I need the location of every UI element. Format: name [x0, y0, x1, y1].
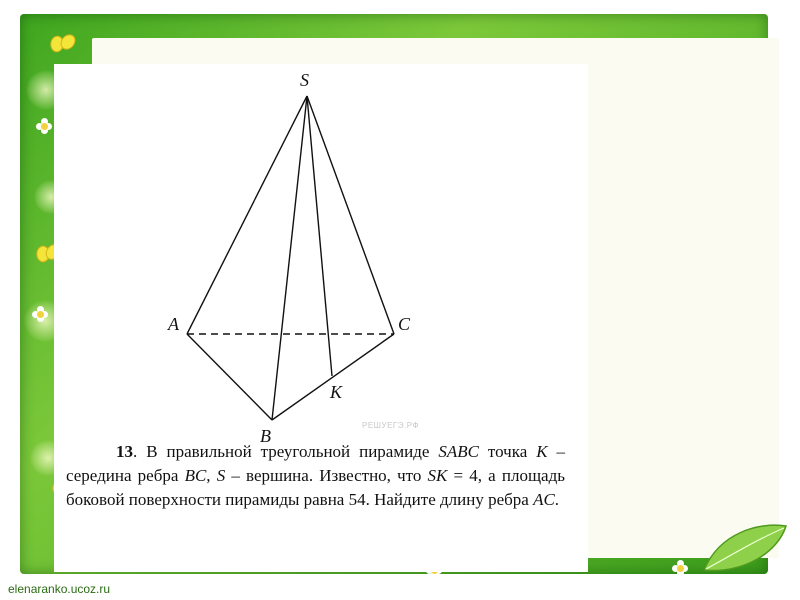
- pyramid-figure: [54, 64, 588, 444]
- problem-number: 13: [116, 442, 133, 461]
- edge-sc: [307, 96, 394, 334]
- butterfly-icon: [50, 34, 76, 56]
- edge-sa: [187, 96, 307, 334]
- problem-text-part: – вершина. Известно, что: [225, 466, 428, 485]
- problem-text-part: точка: [478, 442, 537, 461]
- flower-icon: [672, 560, 688, 576]
- vertex-s: S: [216, 466, 226, 485]
- label-b: B: [260, 426, 271, 444]
- label-c: C: [398, 314, 411, 334]
- problem-text-part: .: [554, 490, 560, 509]
- edge-bc-name: BC: [184, 466, 207, 485]
- edge-bc: [272, 334, 394, 420]
- label-a: A: [168, 314, 179, 334]
- problem-text: [66, 440, 565, 512]
- label-s: S: [300, 70, 309, 90]
- pyramid-name: SABC: [438, 442, 479, 461]
- segment-sk-name: SK: [427, 466, 448, 485]
- point-k: K: [536, 442, 548, 461]
- site-url: elenaranko.ucoz.ru: [8, 582, 111, 596]
- problem-text-part: В правильной треугольной пирамиде: [146, 442, 439, 461]
- figure-watermark: РЕШУЕГЭ.РФ: [362, 421, 420, 430]
- problem-number-suffix: .: [133, 442, 138, 461]
- problem-card: [54, 64, 588, 572]
- flower-icon: [32, 306, 48, 322]
- leaf-icon: [700, 522, 790, 574]
- edge-ac-name: AC: [533, 490, 555, 509]
- problem-text-part: ,: [206, 466, 217, 485]
- problem-text-part: = 4, а площадь боковой поверхности пирамиды равна 54. Найдите длину ребра: [66, 466, 565, 509]
- problem-text-part: – середина ребра: [66, 442, 566, 485]
- label-k: K: [330, 382, 343, 402]
- edge-ab: [187, 334, 272, 420]
- flower-icon: [36, 118, 52, 134]
- edge-sb: [272, 96, 307, 420]
